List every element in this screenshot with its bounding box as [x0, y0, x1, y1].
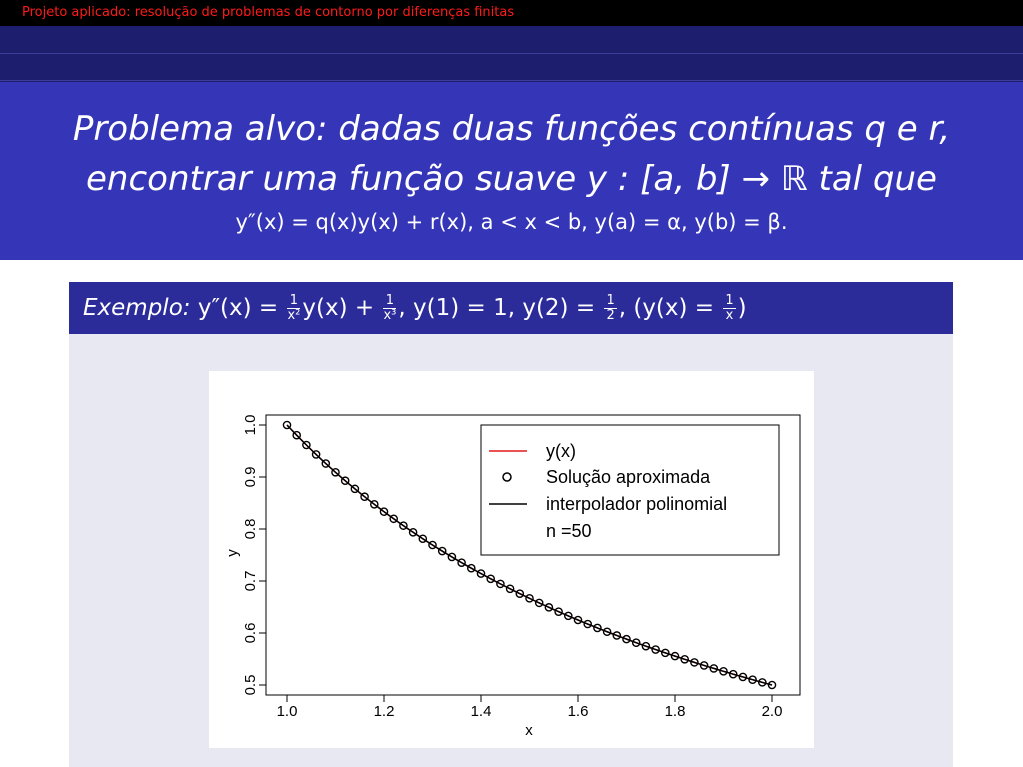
x-tick-label: 1.8 — [664, 703, 686, 720]
y-tick-label: 0.5 — [242, 674, 259, 696]
nav-divider — [0, 80, 1023, 81]
boundary-conditions: , y(1) = 1, y(2) = — [398, 295, 596, 321]
y-tick-label: 0.7 — [242, 570, 259, 592]
exact-solution-close: ) — [737, 295, 747, 321]
exact-solution-open: , (y(x) = — [618, 295, 715, 321]
x-tick-label: 2.0 — [761, 703, 783, 720]
problem-statement-block — [0, 82, 1023, 260]
legend-box — [481, 425, 779, 555]
slide-title-bar — [0, 0, 1023, 26]
y-axis — [242, 415, 266, 696]
x-axis-label: x — [525, 722, 533, 739]
fraction-1-over-x2: $\frac{1}{\text{x²}}$ — [287, 293, 301, 323]
example-lhs: y″(x) = — [197, 295, 279, 321]
example-mid: y(x) + — [302, 295, 375, 321]
fraction-1-over-x: $\frac{1}{x}$ — [725, 293, 734, 323]
example-header — [69, 282, 953, 334]
legend — [481, 425, 779, 555]
x-tick-label: 1.2 — [373, 703, 395, 720]
solution-plot — [209, 371, 814, 748]
x-tick-label: 1.4 — [470, 703, 492, 720]
legend-entry-approx: Solução aproximada — [546, 467, 711, 487]
statement-line-1: Problema alvo: dadas duas funções contínuas q e r, — [72, 109, 951, 149]
statement-line-2: encontrar uma função suave y : [a, b] → ℝ tal que — [86, 159, 937, 199]
legend-entry-interp: interpolador polinomial — [546, 494, 728, 514]
problem-statement — [0, 104, 1023, 204]
y-axis-label: y — [224, 549, 241, 557]
x-tick-label: 1.6 — [567, 703, 589, 720]
legend-entry-exact: y(x) — [546, 441, 576, 461]
y-tick-label: 1.0 — [242, 414, 259, 436]
fraction-1-over-x3: $\frac{1}{\text{x³}}$ — [383, 293, 397, 323]
navigation-band — [0, 26, 1023, 82]
x-tick-label: 1.0 — [276, 703, 298, 720]
y-tick-label: 0.6 — [242, 622, 259, 644]
legend-entry-n: n =50 — [546, 521, 592, 541]
y-tick-label: 0.9 — [242, 466, 259, 488]
nav-divider — [0, 53, 1023, 54]
plot-card — [209, 371, 814, 748]
x-axis — [277, 695, 783, 720]
slide-title: Projeto aplicado: resolução de problemas de contorno por diferenças finitas — [22, 5, 515, 20]
bvp-equation: y″(x) = q(x)y(x) + r(x), a < x < b, y(a) = α, y(b) = β. — [235, 210, 788, 234]
example-label: Exemplo: — [83, 295, 191, 321]
fraction-1-over-2: $\frac{1}{2}$ — [606, 293, 615, 323]
y-tick-label: 0.8 — [242, 518, 259, 540]
